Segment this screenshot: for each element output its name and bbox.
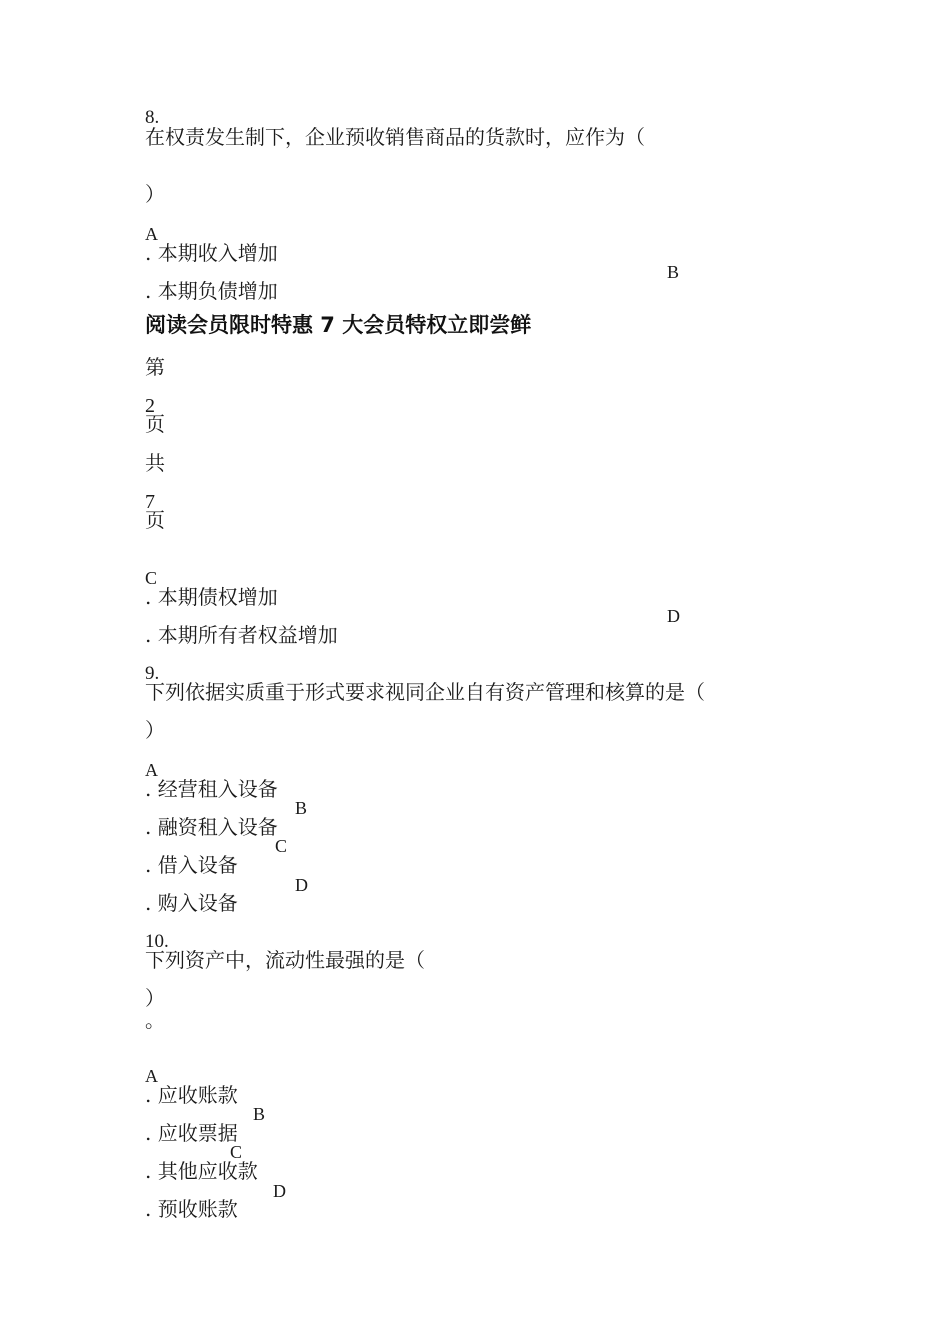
question-9-option-b: . 融资租入设备 (145, 815, 278, 839)
question-9-option-d: . 购入设备 (145, 891, 238, 915)
question-9-option-b-letter: B (295, 798, 308, 818)
page-indicator-total: 7 (145, 491, 155, 513)
question-8-close-paren: ） (145, 182, 165, 206)
question-8-option-d: . 本期所有者权益增加 (145, 623, 338, 647)
question-10-option-d-letter: D (273, 1181, 286, 1201)
question-10-option-b-letter: B (253, 1104, 266, 1124)
question-10-option-b: . 应收票据 (145, 1121, 238, 1145)
question-10-option-a: . 应收账款 (145, 1083, 238, 1107)
question-10-option-d: . 预收账款 (145, 1197, 238, 1221)
question-8-option-d-letter: D (667, 606, 680, 626)
question-9-number: 9. (145, 663, 160, 684)
question-9-text: 下列依据实质重于形式要求视同企业自有资产管理和核算的是（ (145, 680, 705, 704)
question-8-option-a: . 本期收入增加 (145, 241, 278, 265)
question-8-option-c-letter: C (145, 568, 158, 588)
question-8-number: 8. (145, 107, 160, 128)
question-10-option-a-letter: A (145, 1066, 158, 1086)
question-9-option-a: . 经营租入设备 (145, 777, 278, 801)
page-indicator-ye: 页 (145, 412, 165, 436)
question-10-close-paren: ） (145, 986, 165, 1010)
question-10-number: 10. (145, 931, 169, 952)
page-indicator-ye-total: 页 (145, 508, 165, 532)
question-8-text: 在权责发生制下，企业预收销售商品的货款时，应作为（ (145, 125, 645, 149)
question-8-option-b-letter: B (667, 262, 680, 282)
question-8-option-c: . 本期债权增加 (145, 585, 278, 609)
question-9-option-d-letter: D (295, 875, 308, 895)
question-8-option-b: . 本期负债增加 (145, 279, 278, 303)
question-10-text: 下列资产中，流动性最强的是（ (145, 948, 425, 972)
question-10-option-c-letter: C (230, 1142, 243, 1162)
question-9-option-c: . 借入设备 (145, 853, 238, 877)
page-indicator-gong: 共 (145, 451, 165, 475)
member-promo-banner[interactable]: 阅读会员限时特惠 7 大会员特权立即尝鲜 (145, 313, 532, 337)
question-10-option-c: . 其他应收款 (145, 1159, 258, 1183)
question-10-period: 。 (145, 1008, 165, 1032)
question-8-option-a-letter: A (145, 224, 158, 244)
page-indicator-di: 第 (145, 355, 165, 379)
question-9-option-c-letter: C (275, 836, 288, 856)
question-9-close-paren: ） (145, 718, 165, 742)
page-indicator-current: 2 (145, 395, 155, 417)
question-9-option-a-letter: A (145, 760, 158, 780)
